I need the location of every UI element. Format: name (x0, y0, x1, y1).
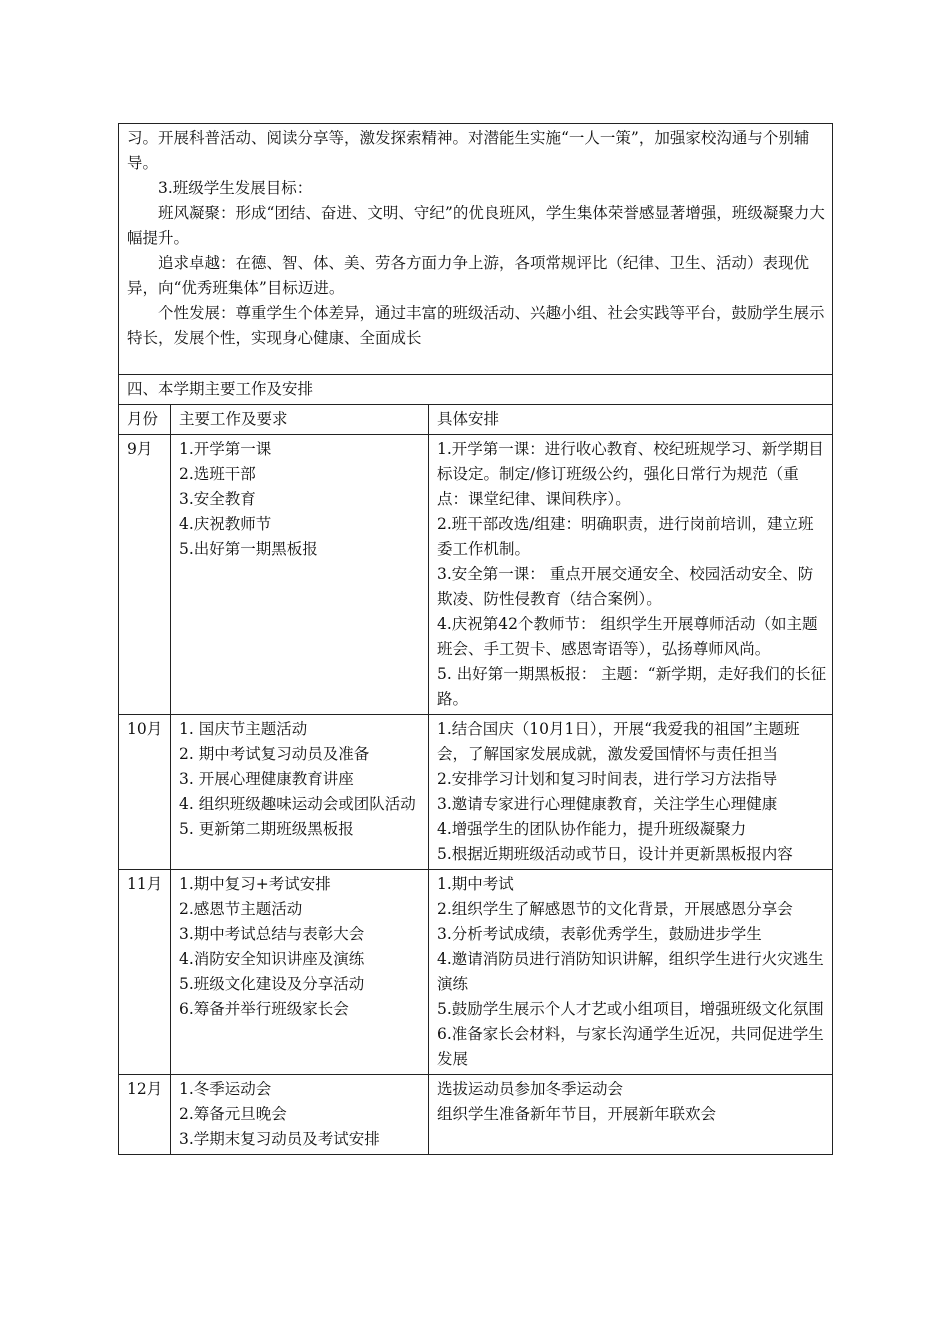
detail-item: 3.安全第一课： 重点开展交通安全、校园活动安全、防欺凌、防性侵教育（结合案例）。 (437, 565, 814, 608)
task-item: 5. 更新第二期班级黑板报 (179, 820, 354, 838)
task-item: 6.筹备并举行班级家长会 (179, 1000, 349, 1018)
table-row-december (119, 1075, 833, 1155)
intro-continuation: 习。开展科普活动、阅读分享等，激发探索精神。对潜能生实施“一人一策”，加强家校沟通与个别辅导。 (127, 129, 810, 172)
details-cell (429, 1075, 833, 1155)
task-item: 3.安全教育 (179, 490, 256, 508)
task-item: 1.开学第一课 (179, 440, 272, 458)
goal-paragraph-excellence: 追求卓越：在德、智、体、美、劳各方面力争上游，各项常规评比（纪律、卫生、活动）表现优异，向“优秀班集体”目标迈进。 (127, 254, 810, 297)
task-item: 4.消防安全知识讲座及演练 (179, 950, 365, 968)
task-item: 2.感恩节主题活动 (179, 900, 303, 918)
goal-paragraph-individuality: 个性发展：尊重学生个体差异，通过丰富的班级活动、兴趣小组、社会实践等平台，鼓励学生展示特长，发展个性，实现身心健康、全面成长 (127, 304, 825, 347)
task-item: 3.学期末复习动员及考试安排 (179, 1130, 380, 1148)
detail-item: 4.庆祝第42个教师节： 组织学生开展尊师活动（如主题班会、手工贺卡、感恩寄语等），弘扬尊师风尚。 (437, 615, 818, 658)
detail-item: 5. 出好第一期黑板报： 主题：“新学期，走好我们的长征路。 (437, 665, 827, 708)
tasks-cell (171, 435, 429, 715)
detail-item: 2.安排学习计划和复习时间表，进行学习方法指导 (437, 770, 778, 788)
task-item: 1.冬季运动会 (179, 1080, 272, 1098)
detail-item: 1.期中考试 (437, 875, 514, 893)
intro-row (119, 124, 833, 375)
header-details: 具体安排 (429, 405, 833, 435)
detail-item: 2.班干部改选/组建：明确职责，进行岗前培训，建立班委工作机制。 (437, 515, 814, 558)
detail-item: 5.鼓励学生展示个人才艺或小组项目，增强班级文化氛围 (437, 1000, 824, 1018)
details-cell (429, 715, 833, 870)
tasks-cell (171, 1075, 429, 1155)
goal-paragraph-cohesion: 班风凝聚：形成“团结、奋进、文明、守纪”的优良班风，学生集体荣誉感显著增强，班级凝聚力大幅提升。 (127, 204, 825, 247)
task-item: 2.选班干部 (179, 465, 256, 483)
task-item: 5.班级文化建设及分享活动 (179, 975, 365, 993)
detail-item: 4.增强学生的团队协作能力，提升班级凝聚力 (437, 820, 747, 838)
detail-item: 1.开学第一课：进行收心教育、校纪班规学习、新学期目标设定。制定/修订班级公约，强化日常行为规范（重点：课堂纪律、课间秩序）。 (437, 440, 824, 508)
detail-item: 选拔运动员参加冬季运动会 (437, 1080, 624, 1098)
detail-item: 1.结合国庆（10月1日），开展“我爱我的祖国”主题班会，了解国家发展成就，激发爱国情怀与责任担当 (437, 720, 800, 763)
header-month: 月份 (119, 405, 171, 435)
detail-item: 4.邀请消防员进行消防知识讲解，组织学生进行火灾逃生演练 (437, 950, 824, 993)
detail-item: 3.邀请专家进行心理健康教育，关注学生心理健康 (437, 795, 778, 813)
tasks-cell (171, 715, 429, 870)
work-plan-table (118, 123, 833, 1155)
tasks-cell (171, 870, 429, 1075)
details-cell (429, 870, 833, 1075)
table-row-october (119, 715, 833, 870)
detail-item: 2.组织学生了解感恩节的文化背景，开展感恩分享会 (437, 900, 793, 918)
month-cell: 11月 (119, 870, 171, 1075)
task-item: 5.出好第一期黑板报 (179, 540, 318, 558)
table-row-september (119, 435, 833, 715)
task-item: 1.期中复习+考试安排 (179, 875, 331, 893)
task-item: 4. 组织班级趣味运动会或团队活动 (179, 795, 416, 813)
task-item: 3. 开展心理健康教育讲座 (179, 770, 354, 788)
detail-item: 5.根据近期班级活动或节日，设计并更新黑板报内容 (437, 845, 793, 863)
task-item: 2.筹备元旦晚会 (179, 1105, 287, 1123)
goal-heading: 3.班级学生发展目标： (158, 179, 313, 197)
detail-item: 6.准备家长会材料，与家长沟通学生近况，共同促进学生发展 (437, 1025, 824, 1068)
detail-item: 组织学生准备新年节目，开展新年联欢会 (437, 1105, 717, 1123)
table-header-row (119, 405, 833, 435)
header-main-work: 主要工作及要求 (171, 405, 429, 435)
month-cell: 10月 (119, 715, 171, 870)
task-item: 1. 国庆节主题活动 (179, 720, 308, 738)
details-cell (429, 435, 833, 715)
section-title-row (119, 375, 833, 405)
detail-item: 3.分析考试成绩，表彰优秀学生，鼓励进步学生 (437, 925, 762, 943)
table-row-november (119, 870, 833, 1075)
month-cell: 12月 (119, 1075, 171, 1155)
intro-cell (119, 124, 833, 375)
section-title: 四、本学期主要工作及安排 (119, 375, 833, 405)
month-cell: 9月 (119, 435, 171, 715)
task-item: 2. 期中考试复习动员及准备 (179, 745, 370, 763)
task-item: 4.庆祝教师节 (179, 515, 272, 533)
task-item: 3.期中考试总结与表彰大会 (179, 925, 365, 943)
